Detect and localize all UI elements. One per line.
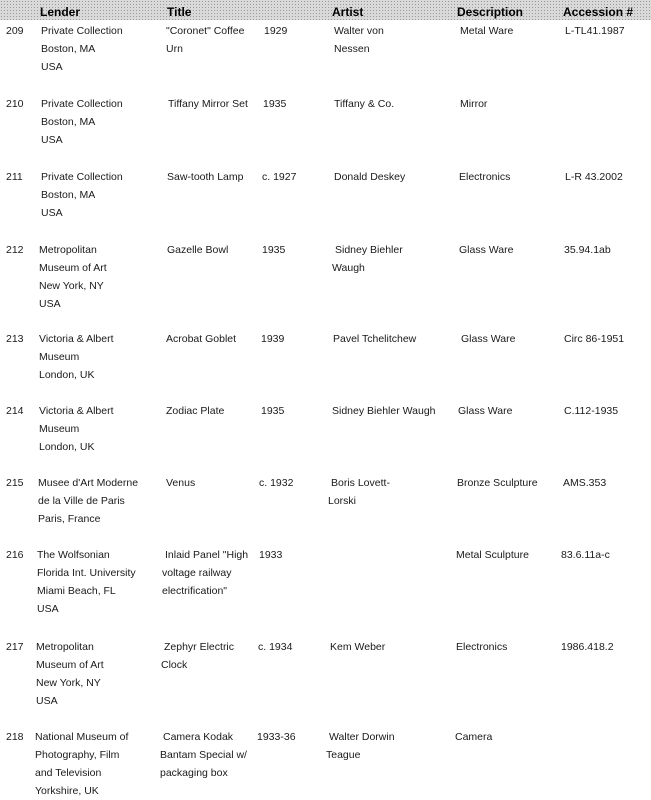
title-line: electrification" bbox=[162, 585, 228, 597]
header-lender: Lender bbox=[40, 5, 81, 19]
lender-line: Museum of Art bbox=[39, 262, 107, 274]
title-line: Zephyr Electric bbox=[164, 641, 235, 653]
lender-line: National Museum of bbox=[35, 731, 129, 743]
accession-cell: 35.94.1ab bbox=[564, 244, 611, 256]
lender-line: Museum bbox=[39, 351, 80, 363]
accession-cell: AMS.353 bbox=[563, 477, 607, 489]
lender-line: USA bbox=[41, 207, 63, 219]
date-cell: 1933 bbox=[259, 549, 283, 561]
lender-line: USA bbox=[39, 298, 61, 310]
lender-line: The Wolfsonian bbox=[37, 549, 110, 561]
artist-cell bbox=[334, 168, 405, 186]
title-cell bbox=[166, 474, 195, 492]
lender-cell bbox=[38, 474, 138, 528]
lender-cell bbox=[35, 728, 128, 800]
artist-line: Kem Weber bbox=[330, 641, 386, 653]
artist-cell bbox=[328, 474, 390, 510]
title-line: Bantam Special w/ bbox=[160, 749, 247, 761]
lender-cell bbox=[41, 168, 123, 222]
lender-line: USA bbox=[36, 695, 58, 707]
lender-line: London, UK bbox=[39, 441, 95, 453]
artist-line: Waugh bbox=[332, 262, 365, 274]
title-cell bbox=[166, 330, 236, 348]
description-cell: Glass Ware bbox=[459, 244, 514, 256]
header-description: Description bbox=[457, 5, 524, 19]
row-number: 211 bbox=[6, 171, 23, 183]
artist-line: Lorski bbox=[328, 495, 357, 507]
artist-line: Walter von bbox=[334, 25, 384, 37]
row-number: 213 bbox=[6, 333, 24, 345]
date-cell: 1933-36 bbox=[257, 731, 296, 743]
accession-cell: 83.6.11a-c bbox=[561, 549, 610, 561]
header-artist: Artist bbox=[332, 5, 364, 19]
artist-line: Donald Deskey bbox=[334, 171, 406, 183]
date-cell: 1929 bbox=[264, 25, 288, 37]
lender-line: New York, NY bbox=[36, 677, 101, 689]
description-cell: Camera bbox=[455, 731, 493, 743]
lender-line: Metropolitan bbox=[39, 244, 97, 256]
date-cell: c. 1927 bbox=[262, 171, 297, 183]
accession-cell: L-TL41.1987 bbox=[565, 25, 625, 37]
artist-line: Teague bbox=[326, 749, 361, 761]
lender-line: de la Ville de Paris bbox=[38, 495, 125, 507]
lender-line: Private Collection bbox=[41, 98, 123, 110]
description-cell: Mirror bbox=[460, 98, 488, 110]
description-cell: Bronze Sculpture bbox=[457, 477, 538, 489]
lender-line: Miami Beach, FL bbox=[37, 585, 116, 597]
header-title: Title bbox=[167, 5, 192, 19]
row-number: 216 bbox=[6, 549, 24, 561]
lender-line: Museum of Art bbox=[36, 659, 104, 671]
title-cell bbox=[161, 638, 234, 674]
lender-line: Photography, Film bbox=[35, 749, 120, 761]
artist-cell bbox=[330, 638, 385, 656]
lender-line: Boston, MA bbox=[41, 43, 96, 55]
artist-cell bbox=[332, 241, 403, 277]
lender-line: Private Collection bbox=[41, 25, 123, 37]
description-cell: Glass Ware bbox=[461, 333, 516, 345]
row-number: 214 bbox=[6, 405, 24, 417]
artist-line: Nessen bbox=[334, 43, 370, 55]
row-number: 217 bbox=[6, 641, 24, 653]
row-number: 215 bbox=[6, 477, 24, 489]
title-cell bbox=[168, 95, 248, 113]
description-cell: Metal Sculpture bbox=[456, 549, 529, 561]
accession-cell: Circ 86-1951 bbox=[564, 333, 625, 345]
lender-line: Yorkshire, UK bbox=[35, 785, 99, 797]
table-header bbox=[0, 0, 651, 20]
lender-cell bbox=[39, 330, 114, 384]
artist-line: Sidney Biehler bbox=[335, 244, 403, 256]
accession-cell: L-R 43.2002 bbox=[565, 171, 623, 183]
description-cell: Electronics bbox=[459, 171, 511, 183]
title-cell bbox=[167, 168, 243, 186]
lender-line: Metropolitan bbox=[36, 641, 94, 653]
title-cell bbox=[162, 546, 248, 600]
artist-cell bbox=[334, 95, 394, 113]
lender-cell bbox=[39, 402, 114, 456]
description-cell: Electronics bbox=[456, 641, 508, 653]
artist-line: Sidney Biehler Waugh bbox=[332, 405, 436, 417]
title-line: Camera Kodak bbox=[163, 731, 234, 743]
title-cell bbox=[160, 728, 247, 782]
title-cell bbox=[166, 22, 244, 58]
date-cell: 1935 bbox=[262, 244, 286, 256]
date-cell: c. 1934 bbox=[258, 641, 293, 653]
lender-cell bbox=[41, 22, 123, 76]
lender-line: Boston, MA bbox=[41, 189, 96, 201]
title-line: Clock bbox=[161, 659, 188, 671]
date-cell: 1935 bbox=[263, 98, 287, 110]
lender-cell bbox=[36, 638, 104, 710]
lender-line: Victoria & Albert bbox=[39, 333, 114, 345]
lender-line: Florida Int. University bbox=[37, 567, 136, 579]
title-line: Zodiac Plate bbox=[166, 405, 225, 417]
title-line: Saw-tooth Lamp bbox=[167, 171, 244, 183]
title-line: Venus bbox=[166, 477, 196, 489]
title-line: Urn bbox=[166, 43, 183, 55]
date-cell: c. 1932 bbox=[259, 477, 294, 489]
lender-line: Victoria & Albert bbox=[39, 405, 114, 417]
artist-cell bbox=[334, 22, 384, 58]
artist-line: Pavel Tchelitchew bbox=[333, 333, 417, 345]
lender-cell bbox=[41, 95, 123, 149]
title-line: Gazelle Bowl bbox=[167, 244, 229, 256]
accession-cell: C.112-1935 bbox=[564, 405, 619, 417]
title-line: "Coronet" Coffee bbox=[166, 25, 245, 37]
lender-cell bbox=[39, 241, 107, 313]
artist-cell bbox=[333, 330, 416, 348]
title-cell bbox=[166, 402, 224, 420]
lender-line: USA bbox=[37, 603, 59, 615]
title-line: Tiffany Mirror Set bbox=[168, 98, 248, 110]
row-number: 209 bbox=[6, 25, 24, 37]
lender-line: Boston, MA bbox=[41, 116, 96, 128]
accession-cell: 1986.418.2 bbox=[561, 641, 614, 653]
lender-cell bbox=[37, 546, 136, 618]
lender-line: New York, NY bbox=[39, 280, 104, 292]
artist-cell bbox=[332, 402, 436, 420]
row-number: 210 bbox=[6, 98, 24, 110]
artist-cell bbox=[326, 728, 395, 764]
header-accession: Accession # bbox=[563, 5, 634, 19]
lender-line: Musee d'Art Moderne bbox=[38, 477, 139, 489]
artist-line: Tiffany & Co. bbox=[334, 98, 395, 110]
artist-line: Boris Lovett- bbox=[331, 477, 390, 489]
lender-line: USA bbox=[41, 134, 63, 146]
lender-line: Paris, France bbox=[38, 513, 101, 525]
lender-line: and Television bbox=[35, 767, 102, 779]
lender-line: Museum bbox=[39, 423, 80, 435]
title-cell bbox=[167, 241, 228, 259]
lender-line: Private Collection bbox=[41, 171, 123, 183]
date-cell: 1939 bbox=[261, 333, 285, 345]
artist-line: Walter Dorwin bbox=[329, 731, 395, 743]
description-cell: Glass Ware bbox=[458, 405, 513, 417]
date-cell: 1935 bbox=[261, 405, 285, 417]
title-line: voltage railway bbox=[162, 567, 232, 579]
row-number: 212 bbox=[6, 244, 24, 256]
title-line: packaging box bbox=[160, 767, 228, 779]
description-cell: Metal Ware bbox=[460, 25, 514, 37]
title-line: Inlaid Panel "High bbox=[165, 549, 249, 561]
lender-line: London, UK bbox=[39, 369, 95, 381]
lender-line: USA bbox=[41, 61, 63, 73]
row-number: 218 bbox=[6, 731, 24, 743]
title-line: Acrobat Goblet bbox=[166, 333, 237, 345]
